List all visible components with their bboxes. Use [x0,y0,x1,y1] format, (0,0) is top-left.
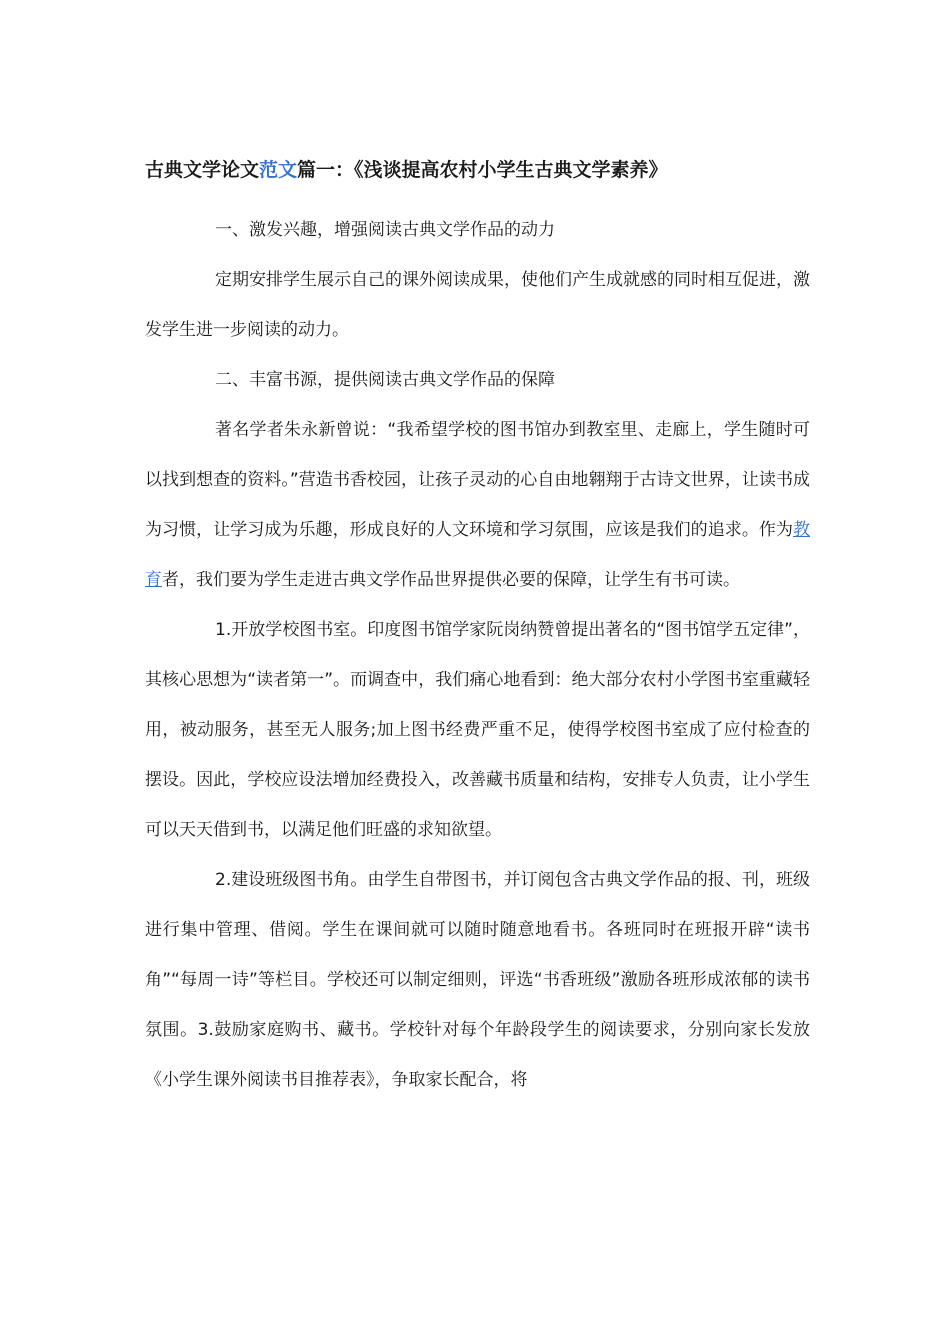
paragraph [145,405,810,605]
title-suffix: 篇一：《浅谈提高农村小学生古典文学素养》 [297,159,668,181]
article-title [145,155,825,185]
title-prefix: 古典文学论文 [145,159,260,181]
jiaoyu-link[interactable]: 教育 [145,520,810,590]
section-heading-1: 一、激发兴趣，增强阅读古典文学作品的动力 [215,220,555,240]
section-heading-2: 二、丰富书源，提供阅读古典文学作品的保障 [215,370,555,390]
paragraph: 2.建设班级图书角。由学生自带图书，并订阅包含古典文学作品的报、刊，班级进行集中管理、借阅。学生在课间就可以随时随意地看书。各班同时在班报开辟“读书角”“每周一诗”等栏目。学校还可以制定细则，评选“书香班级”激励各班形成浓郁的读书氛围。3.鼓励家庭购书、藏书。学校针对每个年龄段学生的阅读要求，分别向家长发放《小学生课外阅读书目推荐表》，争取家长配合，将 [145,870,810,1090]
paragraph-text: 著名学者朱永新曾说：“我希望学校的图书馆办到教室里、走廊上，学生随时可以找到想查的资料。”营造书香校园，让孩子灵动的心自由地翱翔于古诗文世界，让读书成为习惯，让学习成为乐趣，形成良好的人文环境和学习氛围，应该是我们的追求。作为 [145,420,810,540]
article-body [145,205,810,1105]
paragraph: 1.开放学校图书室。印度图书馆学家阮岗纳赞曾提出著名的“图书馆学五定律”，其核心思想为“读者第一”。而调查中，我们痛心地看到：绝大部分农村小学图书室重藏轻用，被动服务，甚至无人服务;加上图书经费严重不足，使得学校图书室成了应付检查的摆设。因此，学校应设法增加经费投入，改善藏书质量和结构，安排专人负责，让小学生可以天天借到书，以满足他们旺盛的求知欲望。 [145,620,810,840]
fanwen-link[interactable]: 范文 [259,159,298,181]
paragraph-text: 者，我们要为学生走进古典文学作品世界提供必要的保障，让学生有书可读。 [162,570,740,590]
paragraph: 定期安排学生展示自己的课外阅读成果，使他们产生成就感的同时相互促进，激发学生进一步阅读的动力。 [145,270,810,340]
